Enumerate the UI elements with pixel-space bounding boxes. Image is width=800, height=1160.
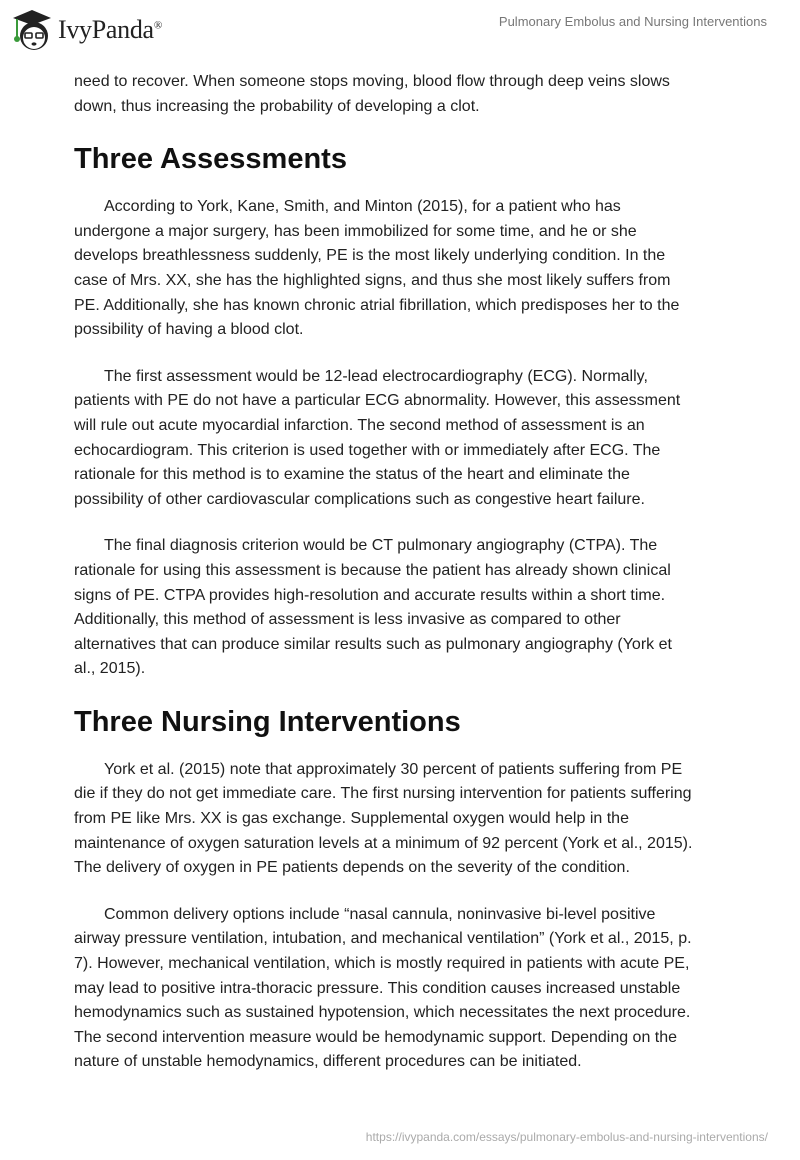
paragraph [74, 534, 734, 682]
text-line: need to recover. When someone stops moving, blood flow through deep veins slows [74, 73, 670, 90]
section-heading: Three Nursing Interventions [74, 705, 461, 738]
text-line: Additionally, this method of assessment is less invasive as compared to other [74, 611, 621, 629]
paragraph [74, 758, 734, 881]
ivypanda-logo[interactable] [12, 8, 162, 52]
text-line: York et al. (2015) note that approximately 30 percent of patients suffering from PE [104, 760, 683, 778]
page-header [0, 0, 800, 60]
text-line: According to York, Kane, Smith, and Minton (2015), for a patient who has [104, 198, 621, 216]
text-line: possibility of other cardiovascular complications such as congestive heart failure. [74, 490, 645, 508]
text-line: PE. Additionally, she has known chronic atrial fibrillation, which predisposes her to the [74, 296, 680, 314]
text-line: signs of PE. CTPA provides high-resolution and accurate results within a short time. [74, 586, 666, 604]
paragraph [74, 903, 734, 1075]
document-title: Pulmonary Embolus and Nursing Interventions [498, 14, 767, 29]
essay-content [74, 70, 734, 1097]
text-line: alternatives that can produce similar results such as pulmonary angiography (York et [74, 635, 672, 653]
logo-text [58, 15, 162, 45]
text-line: The delivery of oxygen in PE patients depends on the severity of the condition. [74, 859, 630, 877]
text-line: 7). However, mechanical ventilation, which is mostly required in patients with acute PE, [74, 955, 690, 973]
logo-wordmark: IvyPanda [58, 15, 154, 44]
text-line: rationale for this method is to examine the status of the heart and eliminate the [74, 466, 630, 484]
source-url[interactable]: https://ivypanda.com/essays/pulmonary-embolus-and-nursing-interventions/ [365, 1130, 768, 1144]
text-line: may lead to positive intra-thoracic pressure. This condition causes increased unstable [74, 979, 681, 997]
text-line: maintenance of oxygen saturation levels at a minimum of 92 percent (York et al., 2015). [74, 834, 693, 852]
text-line: al., 2015). [74, 660, 146, 678]
paragraph [74, 365, 734, 513]
text-line: nature of unstable hemodynamics, different procedures can be initiated. [74, 1053, 582, 1071]
section-heading: Three Assessments [74, 143, 347, 176]
text-line: will rule out acute myocardial infarction. The second method of assessment is an [74, 416, 645, 434]
paragraph [74, 195, 734, 343]
text-line: airway pressure ventilation, intubation, and mechanical ventilation” (York et al., 2015, p. [74, 930, 692, 948]
text-line: The first assessment would be 12-lead electrocardiography (ECG). Normally, [104, 367, 648, 385]
paragraph [74, 70, 734, 119]
text-line: echocardiogram. This criterion is used together with or immediately after ECG. The [74, 441, 661, 459]
panda-graduate-icon [12, 8, 52, 52]
text-line: The final diagnosis criterion would be CT pulmonary angiography (CTPA). The [104, 537, 658, 555]
text-line: down, thus increasing the probability of developing a clot. [74, 97, 480, 115]
text-line: Common delivery options include “nasal cannula, noninvasive bi-level positive [104, 905, 656, 923]
text-line: The second intervention measure would be hemodynamic support. Depending on the [74, 1028, 678, 1046]
text-line: die if they do not get immediate care. The first nursing intervention for patients suffering [74, 785, 692, 803]
text-line: from PE like Mrs. XX is gas exchange. Supplemental oxygen would help in the [74, 810, 629, 828]
text-line: develops breathlessness suddenly, PE is the most likely underlying condition. In the [74, 247, 666, 265]
text-line: patients with PE do not have a particular ECG abnormality. However, this assessment [74, 392, 681, 410]
text-line: undergone a major surgery, has been immobilized for some time, and he or she [74, 222, 637, 240]
text-line: possibility of having a blood clot. [74, 321, 304, 339]
text-line: hemodynamics such as sustained hypotension, which necessitates the next procedure. [74, 1004, 691, 1022]
text-line: case of Mrs. XX, she has the highlighted signs, and thus she most likely suffers from [74, 271, 671, 289]
text-line: rationale for using this assessment is because the patient has already shown clinical [74, 561, 671, 579]
registered-mark: ® [153, 19, 162, 32]
